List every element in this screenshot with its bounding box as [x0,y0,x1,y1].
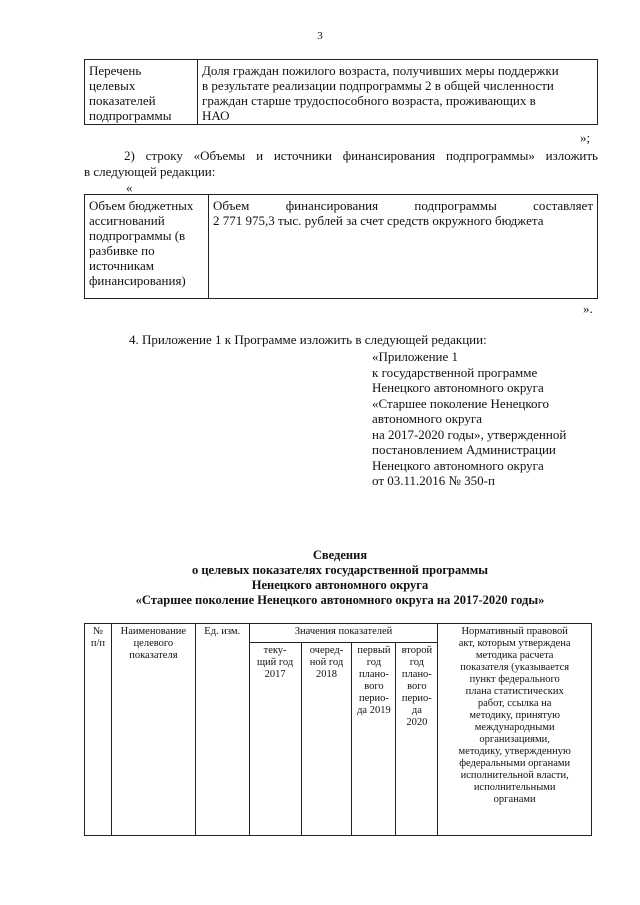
label-line: показателей [89,93,156,108]
budget-allocations-table [84,194,598,299]
header-second-planning-year: второй год плано- вого перио- да 2020 [396,643,438,836]
table1-close-quote: »; [580,130,591,145]
appendix-line: к государственной программе [372,364,538,380]
appendix-line: автономного округа [372,411,482,426]
title-line: о целевых показателях государственной программы [191,563,489,577]
page-number: 3 [317,30,323,42]
title-line: Сведения [312,548,368,562]
indicators-list-value-cell [198,60,598,125]
appendix-line: «Приложение 1 [372,349,459,364]
indicators-list-label-cell [85,60,198,125]
header-current-year: теку- щий год 2017 [249,643,301,836]
appendix-line: на 2017-2020 годы», утвержденной [372,426,567,442]
label-line: подпрограммы (в [89,228,186,243]
label-line: источникам [89,258,154,273]
label-line: ассигнований [89,213,165,228]
value-line: Доля граждан пожилого возраста, получивших меры поддержки [202,63,559,78]
paragraph-2-line1: 2) строку «Объемы и источники финансирования подпрограммы» изложить [124,148,598,163]
budget-value-line2: 2 771 975,3 тыс. рублей за счет средств окружного бюджета [213,213,544,228]
label-line: подпрограммы [89,108,172,123]
indicators-list-table [84,59,598,125]
header-indicator-values: Значения показателей [249,624,438,643]
header-indicator-name: Наименование целевого показателя [111,624,195,836]
label-line: разбивке по [89,243,155,258]
appendix-line: от 03.11.2016 № 350-п [372,473,495,488]
header-legal-act: Нормативный правовой акт, которым утверждена методика расчета показателя (указывается пункт федерального плана статистических работ, ссылка на методику, принятую международными организациями, методику, утвержденную федеральными органами исполнительной власти, исполнительными органами [438,624,592,836]
label-line: целевых [89,78,136,93]
paragraph-2-line2: в следующей редакции: [84,164,216,179]
budget-label-cell [85,195,209,299]
document-title [0,548,640,608]
value-line: НАО [202,108,230,123]
table2-close-quote: ». [583,301,593,316]
value-line: граждан старше трудоспособного возраста, проживающих в [202,93,536,108]
header-unit: Ед. изм. [195,624,249,836]
appendix-line: Ненецкого автономного округа [372,457,544,473]
open-quote: « [126,180,133,195]
appendix-line: Ненецкого автономного округа [372,380,544,395]
header-next-year: очеред- ной год 2018 [301,643,352,836]
paragraph-2 [84,148,598,180]
budget-value-line1: Объем финансирования подпрограммы составляет [213,198,593,213]
target-indicators-table [84,623,592,836]
label-line: Объем бюджетных [89,198,194,213]
header-number: № п/п [85,624,112,836]
label-line: финансирования) [89,273,186,288]
budget-value-cell [209,195,598,299]
value-line: в результате реализации подпрограммы 2 в общей численности [202,78,554,93]
title-line: «Старшее поколение Ненецкого автономного округа на 2017-2020 годы» [135,593,545,607]
appendix-line: постановлением Администрации [372,442,556,457]
label-line: Перечень [89,63,142,78]
header-first-planning-year: первый год плано- вого перио- да 2019 [352,643,396,836]
title-line: Ненецкого автономного округа [251,578,429,592]
paragraph-4: 4. Приложение 1 к Программе изложить в следующей редакции: [129,332,487,347]
appendix-line: «Старшее поколение Ненецкого [372,395,550,411]
appendix-header [372,349,566,489]
